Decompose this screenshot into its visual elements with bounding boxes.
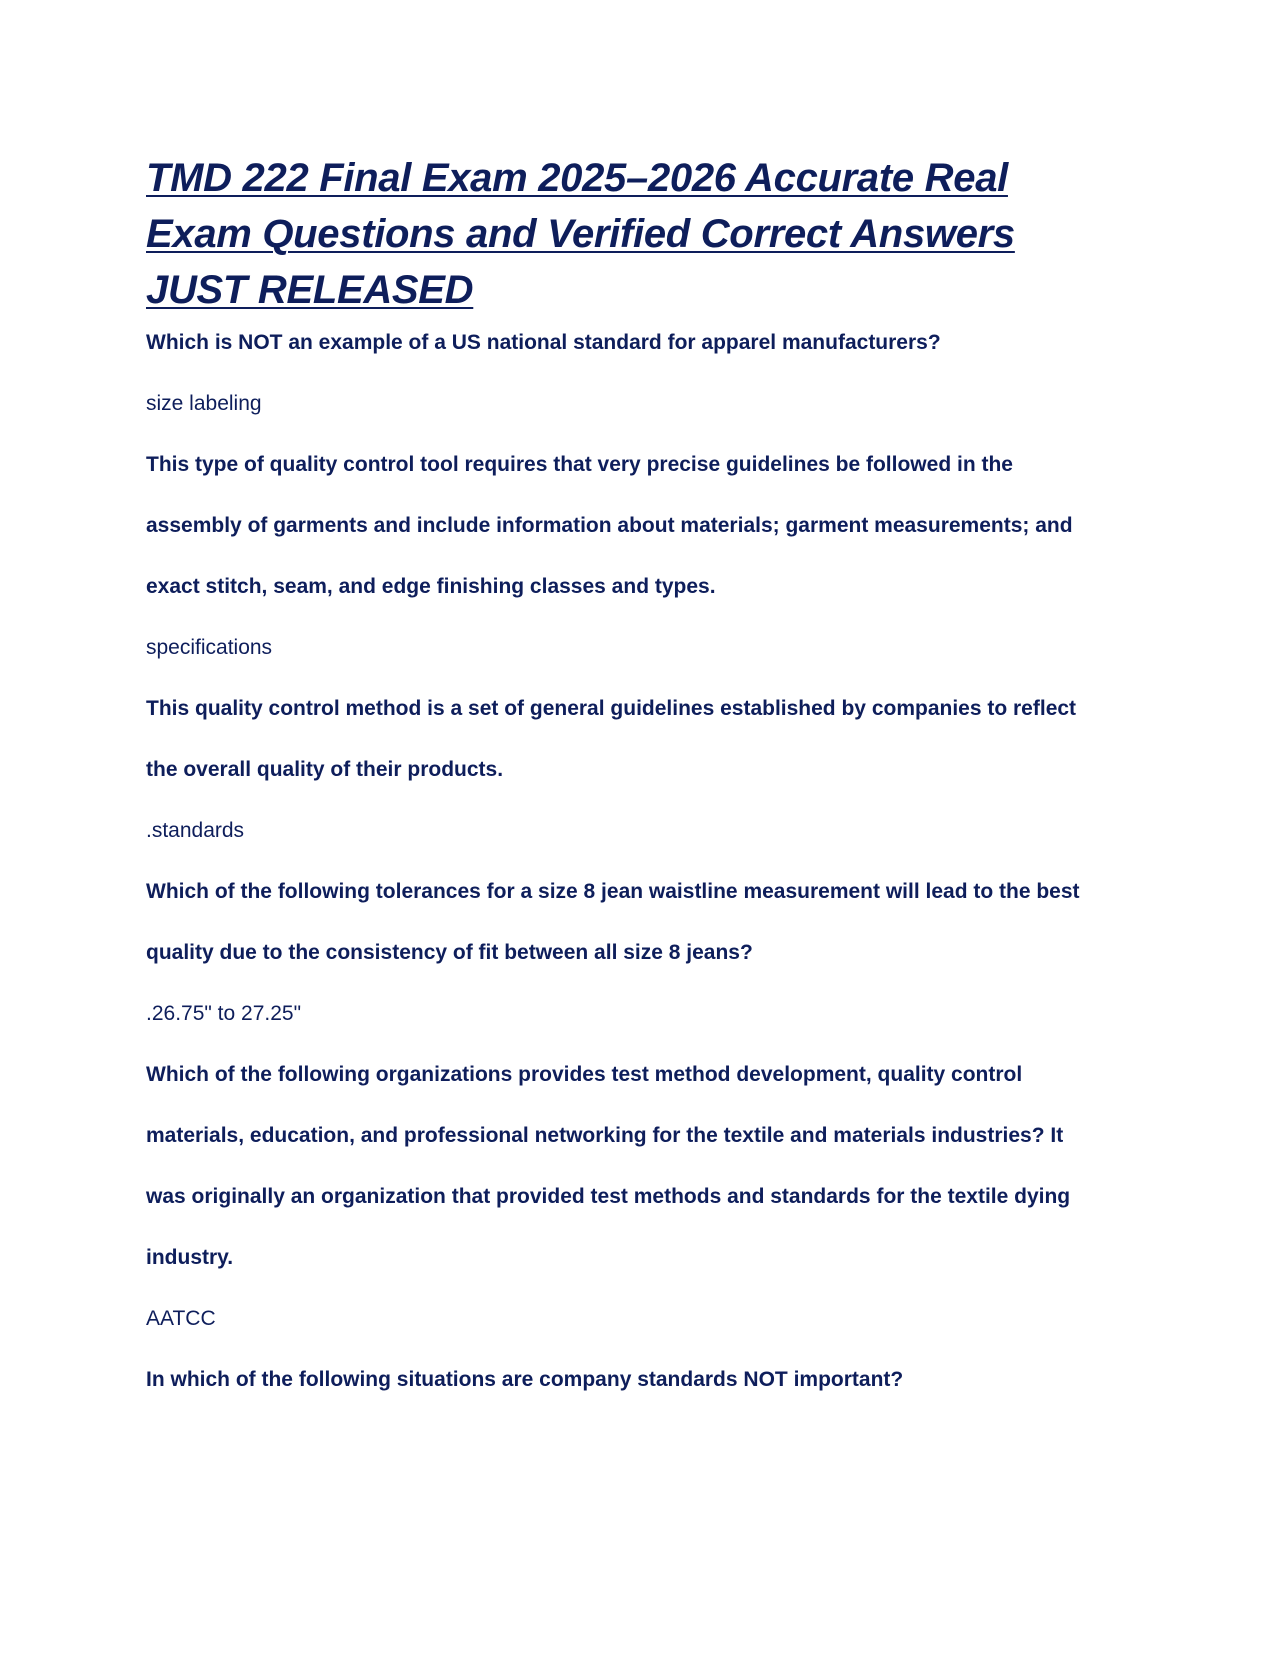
question-2: This type of quality control tool requires that very precise guidelines be followed in the assembly of garments and include information about materials; garment measurements; and exact stitch, seam, and edge finishing classes and types. xyxy=(146,453,1073,598)
qa-list xyxy=(146,312,1086,1410)
document-title: TMD 222 Final Exam 2025–2026 Accurate Real Exam Questions and Verified Correct Answers JUST RELEASED xyxy=(146,156,1015,312)
question-6: In which of the following situations are company standards NOT important? xyxy=(146,1368,904,1391)
answer-1: size labeling xyxy=(146,392,262,415)
answer-4: .26.75" to 27.25" xyxy=(146,1002,302,1025)
question-4: Which of the following tolerances for a size 8 jean waistline measurement will lead to the best quality due to the consistency of fit between all size 8 jeans? xyxy=(146,880,1080,964)
answer-2: specifications xyxy=(146,636,273,659)
answer-3: .standards xyxy=(146,819,245,842)
question-5: Which of the following organizations provides test method development, quality control materials, education, and professional networking for the textile and materials industries? It was originally an organization that provided test methods and standards for the textile dying industry. xyxy=(146,1063,1071,1269)
question-1: Which is NOT an example of a US national standard for apparel manufacturers? xyxy=(146,331,941,354)
document-content xyxy=(146,150,1086,1410)
question-3: This quality control method is a set of general guidelines established by companies to reflect the overall quality of their products. xyxy=(146,697,1077,781)
answer-5: AATCC xyxy=(146,1307,216,1330)
